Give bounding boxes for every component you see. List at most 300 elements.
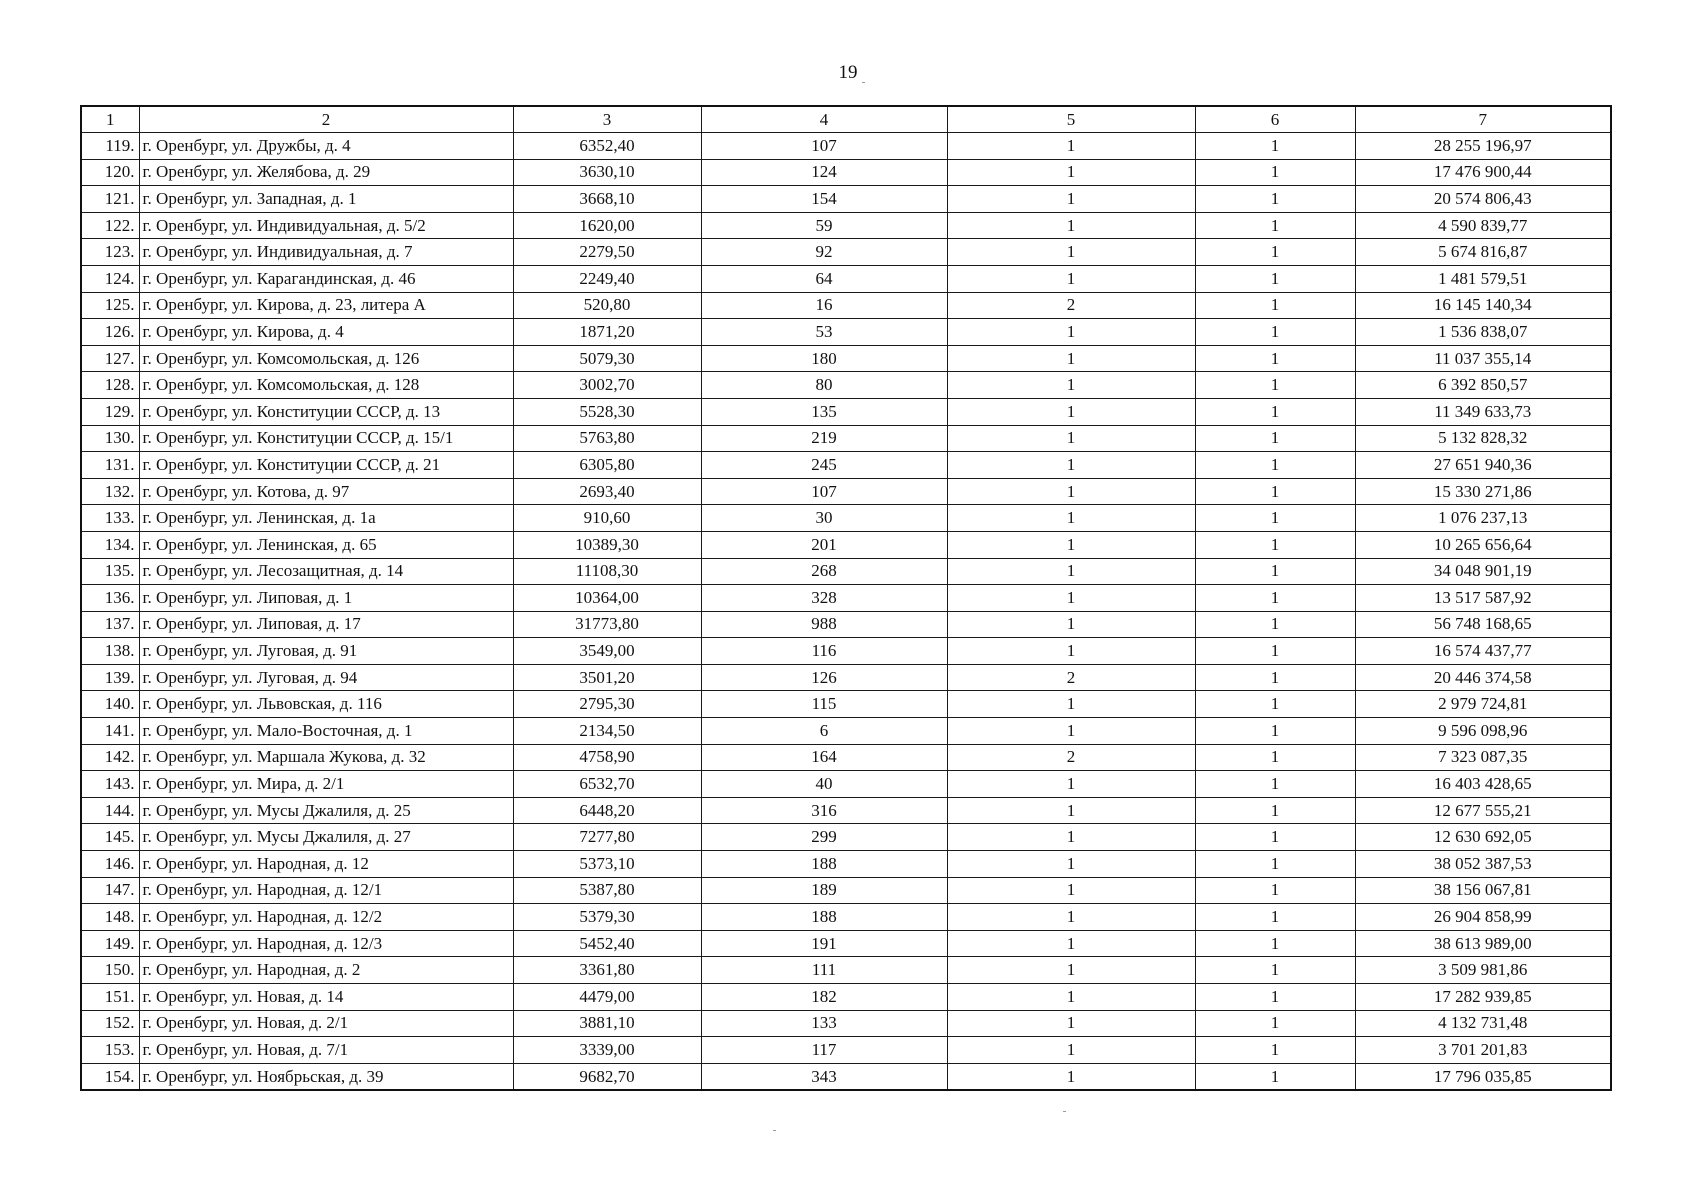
address-cell: г. Оренбург, ул. Кирова, д. 4 [139,319,513,346]
residents-cell: 92 [701,239,947,266]
buildings-table [80,105,1612,1091]
col5-cell: 1 [947,558,1195,585]
row-number-cell: 136. [81,585,139,612]
address-cell: г. Оренбург, ул. Маршала Жукова, д. 32 [139,744,513,771]
col5-cell: 1 [947,930,1195,957]
area-cell: 10364,00 [513,585,701,612]
area-cell: 5387,80 [513,877,701,904]
address-cell: г. Оренбург, ул. Желябова, д. 29 [139,159,513,186]
residents-cell: 189 [701,877,947,904]
col5-cell: 1 [947,1063,1195,1090]
row-number-cell: 142. [81,744,139,771]
row-number-cell: 137. [81,611,139,638]
area-cell: 5528,30 [513,398,701,425]
table-row [81,292,1611,319]
area-cell: 3339,00 [513,1037,701,1064]
col6-cell: 1 [1195,425,1355,452]
col5-cell: 1 [947,585,1195,612]
amount-cell: 28 255 196,97 [1355,133,1611,160]
row-number-cell: 145. [81,824,139,851]
residents-cell: 115 [701,691,947,718]
residents-cell: 16 [701,292,947,319]
col6-cell: 1 [1195,984,1355,1011]
address-cell: г. Оренбург, ул. Народная, д. 12/1 [139,877,513,904]
row-number-cell: 146. [81,851,139,878]
amount-cell: 34 048 901,19 [1355,558,1611,585]
table-row [81,1037,1611,1064]
area-cell: 2795,30 [513,691,701,718]
residents-cell: 126 [701,664,947,691]
table-row [81,718,1611,745]
amount-cell: 12 630 692,05 [1355,824,1611,851]
amount-cell: 5 674 816,87 [1355,239,1611,266]
residents-cell: 135 [701,398,947,425]
table-row [81,319,1611,346]
col5-cell: 1 [947,691,1195,718]
col6-cell: 1 [1195,771,1355,798]
residents-cell: 182 [701,984,947,1011]
table-row [81,611,1611,638]
scan-speck [1063,1111,1066,1112]
address-cell: г. Оренбург, ул. Комсомольская, д. 128 [139,372,513,399]
table-row [81,1063,1611,1090]
row-number-cell: 123. [81,239,139,266]
table-row [81,638,1611,665]
row-number-cell: 139. [81,664,139,691]
row-number-cell: 133. [81,505,139,532]
col5-cell: 1 [947,452,1195,479]
col6-cell: 1 [1195,345,1355,372]
table-row [81,372,1611,399]
address-cell: г. Оренбург, ул. Луговая, д. 94 [139,664,513,691]
address-cell: г. Оренбург, ул. Народная, д. 2 [139,957,513,984]
area-cell: 2134,50 [513,718,701,745]
address-cell: г. Оренбург, ул. Карагандинская, д. 46 [139,265,513,292]
amount-cell: 17 476 900,44 [1355,159,1611,186]
col6-cell: 1 [1195,265,1355,292]
address-cell: г. Оренбург, ул. Луговая, д. 91 [139,638,513,665]
residents-cell: 124 [701,159,947,186]
table-row [81,345,1611,372]
residents-cell: 64 [701,265,947,292]
amount-cell: 16 574 437,77 [1355,638,1611,665]
area-cell: 3881,10 [513,1010,701,1037]
table-row [81,425,1611,452]
column-header: 7 [1355,106,1611,133]
table-body [81,106,1611,1090]
residents-cell: 219 [701,425,947,452]
residents-cell: 328 [701,585,947,612]
col5-cell: 1 [947,984,1195,1011]
area-cell: 4479,00 [513,984,701,1011]
row-number-cell: 124. [81,265,139,292]
area-cell: 3630,10 [513,159,701,186]
col5-cell: 1 [947,186,1195,213]
address-cell: г. Оренбург, ул. Котова, д. 97 [139,478,513,505]
amount-cell: 13 517 587,92 [1355,585,1611,612]
residents-cell: 40 [701,771,947,798]
residents-cell: 59 [701,212,947,239]
area-cell: 1871,20 [513,319,701,346]
col6-cell: 1 [1195,1063,1355,1090]
col6-cell: 1 [1195,239,1355,266]
table-row [81,930,1611,957]
row-number-cell: 152. [81,1010,139,1037]
row-number-cell: 128. [81,372,139,399]
table-row [81,851,1611,878]
table-row [81,398,1611,425]
residents-cell: 117 [701,1037,947,1064]
residents-cell: 116 [701,638,947,665]
row-number-cell: 127. [81,345,139,372]
table-row [81,744,1611,771]
col6-cell: 1 [1195,824,1355,851]
residents-cell: 188 [701,904,947,931]
amount-cell: 4 132 731,48 [1355,1010,1611,1037]
area-cell: 3549,00 [513,638,701,665]
col6-cell: 1 [1195,133,1355,160]
table-row [81,186,1611,213]
col6-cell: 1 [1195,638,1355,665]
amount-cell: 27 651 940,36 [1355,452,1611,479]
residents-cell: 343 [701,1063,947,1090]
table-row [81,904,1611,931]
amount-cell: 38 613 989,00 [1355,930,1611,957]
row-number-cell: 131. [81,452,139,479]
col5-cell: 1 [947,531,1195,558]
col6-cell: 1 [1195,585,1355,612]
column-header: 4 [701,106,947,133]
residents-cell: 188 [701,851,947,878]
area-cell: 4758,90 [513,744,701,771]
column-number-row [81,106,1611,133]
area-cell: 2279,50 [513,239,701,266]
address-cell: г. Оренбург, ул. Мира, д. 2/1 [139,771,513,798]
col5-cell: 1 [947,718,1195,745]
area-cell: 3361,80 [513,957,701,984]
amount-cell: 11 349 633,73 [1355,398,1611,425]
col6-cell: 1 [1195,797,1355,824]
area-cell: 910,60 [513,505,701,532]
row-number-cell: 151. [81,984,139,1011]
col6-cell: 1 [1195,558,1355,585]
column-header: 2 [139,106,513,133]
scan-speck [862,82,865,83]
table-row [81,691,1611,718]
area-cell: 2249,40 [513,265,701,292]
address-cell: г. Оренбург, ул. Конституции СССР, д. 15/1 [139,425,513,452]
amount-cell: 1 076 237,13 [1355,505,1611,532]
table-row [81,664,1611,691]
table-row [81,212,1611,239]
col6-cell: 1 [1195,851,1355,878]
col5-cell: 1 [947,319,1195,346]
col6-cell: 1 [1195,718,1355,745]
amount-cell: 38 052 387,53 [1355,851,1611,878]
row-number-cell: 141. [81,718,139,745]
col5-cell: 1 [947,372,1195,399]
row-number-cell: 134. [81,531,139,558]
address-cell: г. Оренбург, ул. Новая, д. 7/1 [139,1037,513,1064]
residents-cell: 268 [701,558,947,585]
amount-cell: 7 323 087,35 [1355,744,1611,771]
col5-cell: 1 [947,851,1195,878]
address-cell: г. Оренбург, ул. Западная, д. 1 [139,186,513,213]
col5-cell: 1 [947,957,1195,984]
row-number-cell: 130. [81,425,139,452]
area-cell: 6305,80 [513,452,701,479]
table-row [81,239,1611,266]
table-row [81,771,1611,798]
area-cell: 5452,40 [513,930,701,957]
address-cell: г. Оренбург, ул. Комсомольская, д. 126 [139,345,513,372]
table-row [81,133,1611,160]
address-cell: г. Оренбург, ул. Лесозащитная, д. 14 [139,558,513,585]
col6-cell: 1 [1195,930,1355,957]
table-row [81,531,1611,558]
area-cell: 5379,30 [513,904,701,931]
col6-cell: 1 [1195,212,1355,239]
address-cell: г. Оренбург, ул. Дружбы, д. 4 [139,133,513,160]
col5-cell: 1 [947,212,1195,239]
col6-cell: 1 [1195,664,1355,691]
col5-cell: 1 [947,797,1195,824]
row-number-cell: 138. [81,638,139,665]
col6-cell: 1 [1195,611,1355,638]
row-number-cell: 140. [81,691,139,718]
amount-cell: 10 265 656,64 [1355,531,1611,558]
table-row [81,957,1611,984]
table-row [81,585,1611,612]
amount-cell: 20 446 374,58 [1355,664,1611,691]
address-cell: г. Оренбург, ул. Липовая, д. 17 [139,611,513,638]
amount-cell: 11 037 355,14 [1355,345,1611,372]
amount-cell: 9 596 098,96 [1355,718,1611,745]
row-number-cell: 121. [81,186,139,213]
residents-cell: 6 [701,718,947,745]
address-cell: г. Оренбург, ул. Львовская, д. 116 [139,691,513,718]
address-cell: г. Оренбург, ул. Конституции СССР, д. 13 [139,398,513,425]
residents-cell: 299 [701,824,947,851]
col6-cell: 1 [1195,398,1355,425]
address-cell: г. Оренбург, ул. Новая, д. 14 [139,984,513,1011]
col6-cell: 1 [1195,505,1355,532]
col5-cell: 1 [947,904,1195,931]
area-cell: 3501,20 [513,664,701,691]
address-cell: г. Оренбург, ул. Ленинская, д. 65 [139,531,513,558]
table-row [81,1010,1611,1037]
amount-cell: 1 481 579,51 [1355,265,1611,292]
row-number-cell: 154. [81,1063,139,1090]
residents-cell: 245 [701,452,947,479]
address-cell: г. Оренбург, ул. Народная, д. 12/2 [139,904,513,931]
address-cell: г. Оренбург, ул. Конституции СССР, д. 21 [139,452,513,479]
amount-cell: 26 904 858,99 [1355,904,1611,931]
row-number-cell: 132. [81,478,139,505]
address-cell: г. Оренбург, ул. Кирова, д. 23, литера А [139,292,513,319]
col6-cell: 1 [1195,159,1355,186]
area-cell: 520,80 [513,292,701,319]
row-number-cell: 144. [81,797,139,824]
row-number-cell: 153. [81,1037,139,1064]
address-cell: г. Оренбург, ул. Индивидуальная, д. 7 [139,239,513,266]
area-cell: 5763,80 [513,425,701,452]
area-cell: 5373,10 [513,851,701,878]
row-number-cell: 126. [81,319,139,346]
area-cell: 5079,30 [513,345,701,372]
col5-cell: 1 [947,1010,1195,1037]
residents-cell: 80 [701,372,947,399]
amount-cell: 3 701 201,83 [1355,1037,1611,1064]
table-row [81,265,1611,292]
residents-cell: 107 [701,478,947,505]
row-number-cell: 135. [81,558,139,585]
col6-cell: 1 [1195,1037,1355,1064]
area-cell: 3668,10 [513,186,701,213]
residents-cell: 180 [701,345,947,372]
address-cell: г. Оренбург, ул. Мало-Восточная, д. 1 [139,718,513,745]
col5-cell: 2 [947,292,1195,319]
amount-cell: 17 796 035,85 [1355,1063,1611,1090]
residents-cell: 30 [701,505,947,532]
area-cell: 1620,00 [513,212,701,239]
col5-cell: 1 [947,425,1195,452]
col6-cell: 1 [1195,478,1355,505]
residents-cell: 164 [701,744,947,771]
col6-cell: 1 [1195,292,1355,319]
residents-cell: 191 [701,930,947,957]
residents-cell: 988 [701,611,947,638]
amount-cell: 6 392 850,57 [1355,372,1611,399]
residents-cell: 53 [701,319,947,346]
col6-cell: 1 [1195,372,1355,399]
amount-cell: 17 282 939,85 [1355,984,1611,1011]
col6-cell: 1 [1195,744,1355,771]
amount-cell: 56 748 168,65 [1355,611,1611,638]
table-row [81,877,1611,904]
amount-cell: 2 979 724,81 [1355,691,1611,718]
col6-cell: 1 [1195,452,1355,479]
column-header: 1 [81,106,139,133]
residents-cell: 111 [701,957,947,984]
address-cell: г. Оренбург, ул. Индивидуальная, д. 5/2 [139,212,513,239]
area-cell: 31773,80 [513,611,701,638]
column-header: 5 [947,106,1195,133]
col5-cell: 1 [947,505,1195,532]
row-number-cell: 150. [81,957,139,984]
area-cell: 3002,70 [513,372,701,399]
col5-cell: 1 [947,638,1195,665]
table-row [81,558,1611,585]
area-cell: 10389,30 [513,531,701,558]
row-number-cell: 122. [81,212,139,239]
amount-cell: 12 677 555,21 [1355,797,1611,824]
area-cell: 9682,70 [513,1063,701,1090]
amount-cell: 1 536 838,07 [1355,319,1611,346]
col5-cell: 1 [947,1037,1195,1064]
row-number-cell: 143. [81,771,139,798]
col6-cell: 1 [1195,957,1355,984]
row-number-cell: 149. [81,930,139,957]
column-header: 6 [1195,106,1355,133]
col5-cell: 1 [947,345,1195,372]
area-cell: 2693,40 [513,478,701,505]
table-row [81,505,1611,532]
address-cell: г. Оренбург, ул. Народная, д. 12/3 [139,930,513,957]
col5-cell: 1 [947,478,1195,505]
row-number-cell: 129. [81,398,139,425]
amount-cell: 15 330 271,86 [1355,478,1611,505]
page-number: 19 [838,62,858,83]
scan-speck [773,1130,776,1131]
amount-cell: 16 145 140,34 [1355,292,1611,319]
table-row [81,478,1611,505]
col5-cell: 1 [947,159,1195,186]
col5-cell: 1 [947,824,1195,851]
row-number-cell: 147. [81,877,139,904]
address-cell: г. Оренбург, ул. Мусы Джалиля, д. 25 [139,797,513,824]
residents-cell: 154 [701,186,947,213]
address-cell: г. Оренбург, ул. Ленинская, д. 1а [139,505,513,532]
row-number-cell: 125. [81,292,139,319]
col6-cell: 1 [1195,877,1355,904]
area-cell: 7277,80 [513,824,701,851]
col5-cell: 1 [947,771,1195,798]
table-row [81,797,1611,824]
table-row [81,824,1611,851]
address-cell: г. Оренбург, ул. Липовая, д. 1 [139,585,513,612]
col6-cell: 1 [1195,186,1355,213]
col5-cell: 1 [947,398,1195,425]
row-number-cell: 119. [81,133,139,160]
area-cell: 11108,30 [513,558,701,585]
amount-cell: 4 590 839,77 [1355,212,1611,239]
residents-cell: 316 [701,797,947,824]
col6-cell: 1 [1195,319,1355,346]
column-header: 3 [513,106,701,133]
table-row [81,452,1611,479]
amount-cell: 38 156 067,81 [1355,877,1611,904]
address-cell: г. Оренбург, ул. Новая, д. 2/1 [139,1010,513,1037]
residents-cell: 107 [701,133,947,160]
col5-cell: 1 [947,611,1195,638]
amount-cell: 5 132 828,32 [1355,425,1611,452]
col6-cell: 1 [1195,691,1355,718]
col6-cell: 1 [1195,1010,1355,1037]
table-row [81,984,1611,1011]
col5-cell: 1 [947,133,1195,160]
amount-cell: 3 509 981,86 [1355,957,1611,984]
col5-cell: 1 [947,877,1195,904]
address-cell: г. Оренбург, ул. Ноябрьская, д. 39 [139,1063,513,1090]
area-cell: 6448,20 [513,797,701,824]
row-number-cell: 120. [81,159,139,186]
col6-cell: 1 [1195,531,1355,558]
residents-cell: 133 [701,1010,947,1037]
address-cell: г. Оренбург, ул. Народная, д. 12 [139,851,513,878]
address-cell: г. Оренбург, ул. Мусы Джалиля, д. 27 [139,824,513,851]
col5-cell: 1 [947,239,1195,266]
col5-cell: 2 [947,744,1195,771]
col5-cell: 1 [947,265,1195,292]
amount-cell: 20 574 806,43 [1355,186,1611,213]
area-cell: 6352,40 [513,133,701,160]
row-number-cell: 148. [81,904,139,931]
col6-cell: 1 [1195,904,1355,931]
area-cell: 6532,70 [513,771,701,798]
amount-cell: 16 403 428,65 [1355,771,1611,798]
residents-cell: 201 [701,531,947,558]
